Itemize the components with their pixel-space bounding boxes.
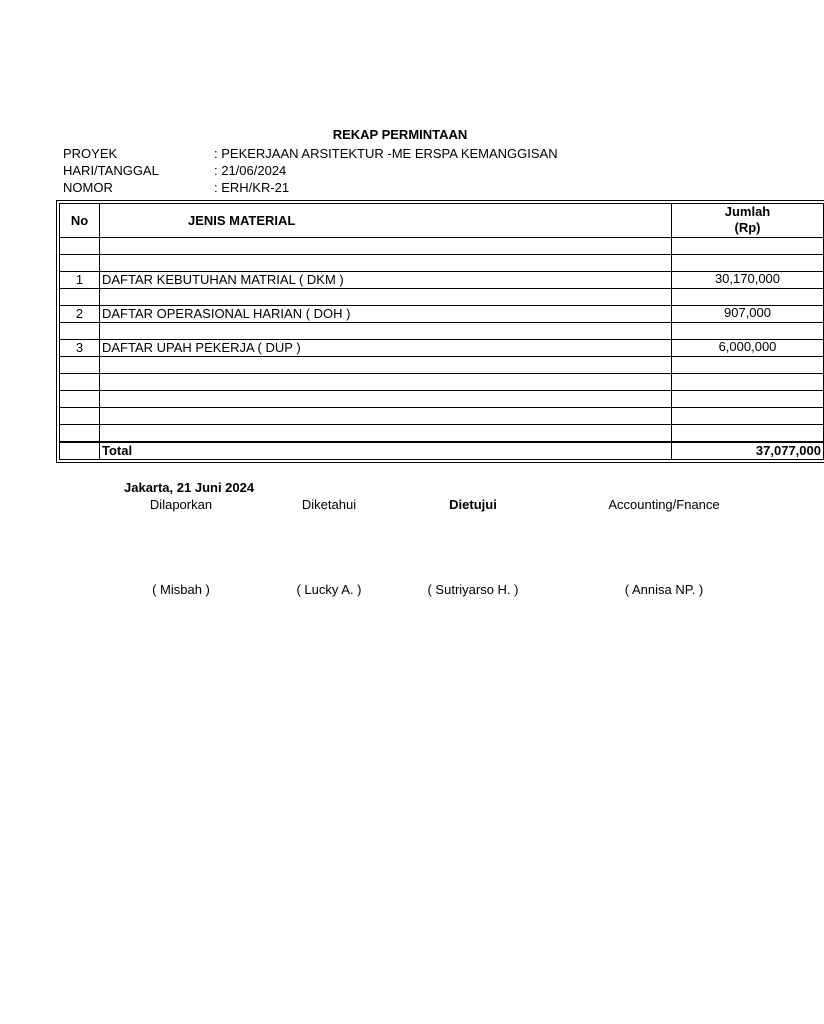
row-jenis: DAFTAR OPERASIONAL HARIAN ( DOH ) — [100, 306, 672, 323]
meta-value-nomor: : ERH/KR-21 — [214, 180, 290, 195]
total-label: Total — [100, 442, 672, 460]
table-row-empty — [60, 408, 824, 425]
role-diketahui: Diketahui — [301, 497, 357, 512]
table-row-empty — [60, 238, 824, 255]
table-header-row — [60, 204, 824, 238]
row-no: 3 — [60, 340, 100, 357]
signer-sutriyarso: ( Sutriyarso H. ) — [427, 582, 519, 597]
meta-value-tanggal: : 21/06/2024 — [214, 163, 287, 178]
table-row-empty — [60, 357, 824, 374]
role-dietujui: Dietujui — [449, 497, 497, 512]
meta-label-nomor: NOMOR — [63, 180, 113, 195]
row-jumlah: 6,000,000 — [672, 340, 824, 357]
total-value: 37,077,000 — [672, 442, 824, 460]
meta-value-proyek: : PEKERJAAN ARSITEKTUR -ME ERSPA KEMANGGISAN — [214, 146, 558, 161]
row-jenis: DAFTAR KEBUTUHAN MATRIAL ( DKM ) — [100, 272, 672, 289]
table-row-empty — [60, 323, 824, 340]
row-no: 1 — [60, 272, 100, 289]
header-jumlah — [672, 204, 824, 238]
row-no: 2 — [60, 306, 100, 323]
header-no: No — [60, 204, 100, 238]
meta-label-tanggal: HARI/TANGGAL — [63, 163, 159, 178]
table-row-empty — [60, 255, 824, 272]
header-jumlah-line2: (Rp) — [734, 220, 761, 235]
row-jenis: DAFTAR UPAH PEKERJA ( DUP ) — [100, 340, 672, 357]
table-row-empty — [60, 289, 824, 306]
row-jumlah: 907,000 — [672, 306, 824, 323]
table-total-row — [60, 442, 824, 460]
signer-annisa: ( Annisa NP. ) — [624, 582, 704, 597]
place-date: Jakarta, 21 Juni 2024 — [124, 480, 255, 495]
table-row-empty — [60, 425, 824, 443]
meta-label-proyek: PROYEK — [63, 146, 118, 161]
signer-lucky: ( Lucky A. ) — [296, 582, 362, 597]
rekap-table — [59, 203, 824, 460]
table-row-empty — [60, 374, 824, 391]
signer-misbah: ( Misbah ) — [152, 582, 210, 597]
table-row — [60, 272, 824, 289]
role-dilaporkan: Dilaporkan — [149, 497, 213, 512]
table-row-empty — [60, 391, 824, 408]
row-jumlah: 30,170,000 — [672, 272, 824, 289]
role-accounting: Accounting/Fnance — [608, 497, 720, 512]
header-jumlah-line1: Jumlah — [724, 204, 771, 219]
header-jenis-material: JENIS MATERIAL — [100, 204, 672, 238]
document-title: REKAP PERMINTAAN — [332, 127, 468, 142]
table-row — [60, 306, 824, 323]
table-row — [60, 340, 824, 357]
